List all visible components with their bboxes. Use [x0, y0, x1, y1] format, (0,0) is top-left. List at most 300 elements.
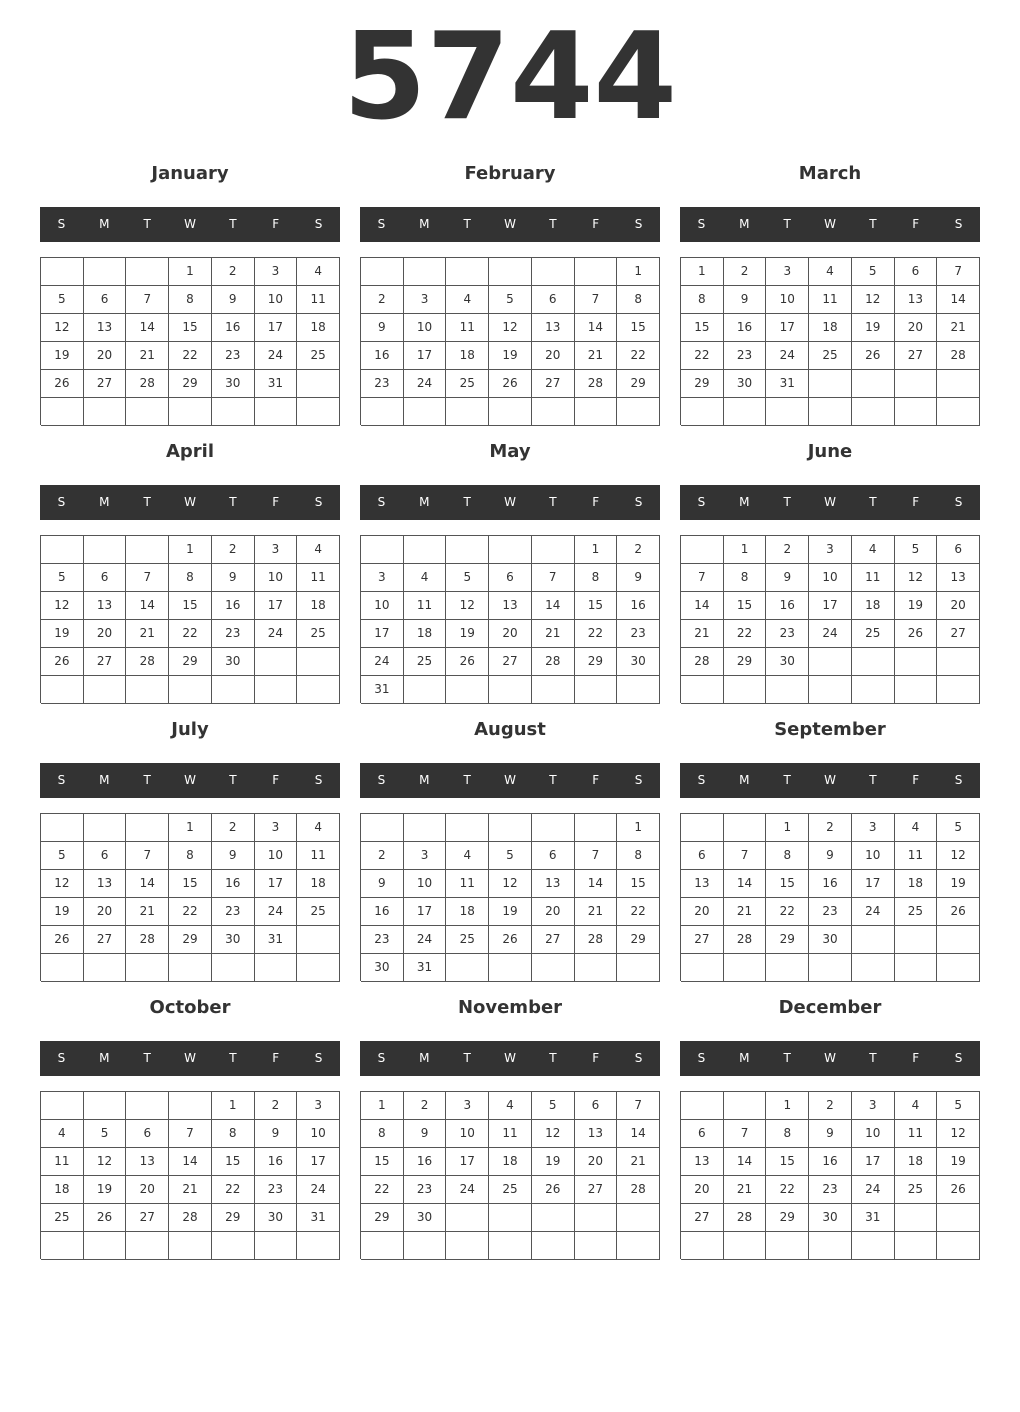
- day-cell: 17: [297, 1148, 340, 1176]
- day-cell: 4: [297, 258, 340, 286]
- weekday-label: T: [143, 1051, 151, 1065]
- weekday-label: S: [634, 495, 643, 509]
- weekday-header: [680, 763, 980, 798]
- day-cell: 9: [212, 564, 255, 592]
- day-cell: 30: [766, 648, 809, 676]
- day-cell: 11: [895, 1120, 938, 1148]
- weekday-label: T: [549, 773, 557, 787]
- weekday-label: S: [377, 1051, 386, 1065]
- month-name: April: [165, 441, 215, 462]
- day-cell: 23: [212, 620, 255, 648]
- weekday-label: W: [184, 217, 196, 231]
- day-cell: [532, 676, 575, 704]
- day-cell: [489, 536, 532, 564]
- day-cell: 23: [361, 926, 404, 954]
- day-cell: [169, 1092, 212, 1120]
- day-cell: 30: [404, 1204, 447, 1232]
- day-cell: [361, 258, 404, 286]
- day-cell: 8: [361, 1120, 404, 1148]
- month-name: June: [807, 441, 853, 462]
- day-cell: [84, 1092, 127, 1120]
- day-cell: [937, 926, 980, 954]
- day-cell: [126, 676, 169, 704]
- day-cell: 13: [681, 870, 724, 898]
- day-cell: [575, 398, 618, 426]
- day-cell: 3: [766, 258, 809, 286]
- day-cell: 28: [126, 370, 169, 398]
- day-cell: 4: [489, 1092, 532, 1120]
- weekday-label: M: [739, 495, 750, 509]
- day-cell: [852, 648, 895, 676]
- weekday-label: T: [869, 773, 877, 787]
- day-cell: 11: [297, 564, 340, 592]
- day-cell: 21: [575, 898, 618, 926]
- day-cell: 31: [766, 370, 809, 398]
- day-cell: [532, 536, 575, 564]
- weekday-header: [360, 1041, 660, 1076]
- day-cell: [84, 398, 127, 426]
- day-cell: 16: [766, 592, 809, 620]
- day-cell: 22: [766, 898, 809, 926]
- day-cell: 20: [126, 1176, 169, 1204]
- day-cell: [852, 370, 895, 398]
- day-cell: 3: [255, 814, 298, 842]
- day-cell: 2: [255, 1092, 298, 1120]
- day-cell: 18: [852, 592, 895, 620]
- day-cell: 6: [489, 564, 532, 592]
- day-cell: 1: [617, 814, 660, 842]
- day-cell: 23: [617, 620, 660, 648]
- day-cell: [212, 1232, 255, 1260]
- day-cell: 24: [404, 370, 447, 398]
- days-grid: [40, 813, 340, 981]
- day-cell: [361, 1232, 404, 1260]
- day-cell: 18: [809, 314, 852, 342]
- day-cell: 18: [297, 870, 340, 898]
- day-cell: [681, 398, 724, 426]
- day-cell: 20: [532, 342, 575, 370]
- day-cell: 22: [681, 342, 724, 370]
- day-cell: 4: [297, 814, 340, 842]
- day-cell: 23: [724, 342, 767, 370]
- day-cell: [895, 370, 938, 398]
- day-cell: 23: [766, 620, 809, 648]
- day-cell: 14: [724, 870, 767, 898]
- day-cell: 31: [361, 676, 404, 704]
- day-cell: 16: [404, 1148, 447, 1176]
- day-cell: 16: [809, 1148, 852, 1176]
- weekday-label: S: [314, 495, 323, 509]
- day-cell: [84, 814, 127, 842]
- day-cell: [41, 1232, 84, 1260]
- weekday-label: W: [184, 1051, 196, 1065]
- weekday-label: S: [634, 1051, 643, 1065]
- day-cell: 26: [937, 1176, 980, 1204]
- month-name: October: [149, 997, 231, 1018]
- day-cell: [681, 1232, 724, 1260]
- days-grid: [680, 257, 980, 425]
- day-cell: 17: [446, 1148, 489, 1176]
- day-cell: 28: [532, 648, 575, 676]
- day-cell: 27: [489, 648, 532, 676]
- day-cell: 9: [212, 286, 255, 314]
- day-cell: [212, 954, 255, 982]
- day-cell: 10: [255, 842, 298, 870]
- day-cell: 5: [446, 564, 489, 592]
- day-cell: 26: [41, 370, 84, 398]
- weekday-label: S: [314, 773, 323, 787]
- day-cell: [724, 954, 767, 982]
- day-cell: [575, 676, 618, 704]
- day-cell: 25: [297, 342, 340, 370]
- day-cell: [766, 954, 809, 982]
- day-cell: [617, 676, 660, 704]
- day-cell: 3: [446, 1092, 489, 1120]
- weekday-label: S: [634, 217, 643, 231]
- day-cell: [617, 954, 660, 982]
- day-cell: 19: [532, 1148, 575, 1176]
- weekday-label: M: [739, 217, 750, 231]
- day-cell: 4: [852, 536, 895, 564]
- day-cell: 8: [169, 842, 212, 870]
- day-cell: 6: [84, 842, 127, 870]
- day-cell: [169, 954, 212, 982]
- day-cell: 31: [255, 926, 298, 954]
- day-cell: 10: [297, 1120, 340, 1148]
- weekday-label: S: [954, 1051, 963, 1065]
- day-cell: 14: [126, 314, 169, 342]
- day-cell: 5: [532, 1092, 575, 1120]
- day-cell: 7: [169, 1120, 212, 1148]
- day-cell: 22: [617, 898, 660, 926]
- weekday-label: T: [229, 773, 237, 787]
- day-cell: 24: [809, 620, 852, 648]
- day-cell: [489, 258, 532, 286]
- weekday-label: F: [592, 773, 600, 787]
- day-cell: 22: [169, 620, 212, 648]
- day-cell: 30: [724, 370, 767, 398]
- day-cell: 4: [895, 1092, 938, 1120]
- day-cell: [895, 926, 938, 954]
- day-cell: 14: [532, 592, 575, 620]
- day-cell: 29: [766, 926, 809, 954]
- day-cell: 4: [404, 564, 447, 592]
- weekday-label: S: [377, 773, 386, 787]
- day-cell: 26: [895, 620, 938, 648]
- weekday-label: S: [57, 1051, 66, 1065]
- weekday-label: T: [549, 495, 557, 509]
- day-cell: 12: [895, 564, 938, 592]
- day-cell: [446, 814, 489, 842]
- day-cell: 27: [681, 1204, 724, 1232]
- day-cell: [126, 258, 169, 286]
- day-cell: 17: [766, 314, 809, 342]
- day-cell: 31: [297, 1204, 340, 1232]
- day-cell: 9: [212, 842, 255, 870]
- day-cell: 17: [361, 620, 404, 648]
- day-cell: 16: [724, 314, 767, 342]
- month-name: May: [489, 441, 531, 462]
- day-cell: [126, 1232, 169, 1260]
- day-cell: 24: [255, 620, 298, 648]
- day-cell: 10: [255, 286, 298, 314]
- day-cell: [489, 954, 532, 982]
- day-cell: 22: [169, 342, 212, 370]
- day-cell: [895, 954, 938, 982]
- weekday-label: T: [869, 1051, 877, 1065]
- day-cell: [809, 676, 852, 704]
- day-cell: [84, 258, 127, 286]
- day-cell: 14: [575, 870, 618, 898]
- day-cell: 4: [446, 286, 489, 314]
- day-cell: 5: [937, 1092, 980, 1120]
- day-cell: [361, 536, 404, 564]
- day-cell: [575, 954, 618, 982]
- day-cell: 19: [937, 870, 980, 898]
- day-cell: 17: [404, 898, 447, 926]
- day-cell: 17: [255, 870, 298, 898]
- day-cell: 29: [169, 370, 212, 398]
- day-cell: 14: [681, 592, 724, 620]
- day-cell: 27: [532, 370, 575, 398]
- weekday-label: S: [57, 495, 66, 509]
- day-cell: [255, 648, 298, 676]
- day-cell: 15: [575, 592, 618, 620]
- day-cell: [41, 258, 84, 286]
- day-cell: 15: [617, 314, 660, 342]
- day-cell: [84, 676, 127, 704]
- day-cell: [489, 676, 532, 704]
- day-cell: 28: [126, 648, 169, 676]
- day-cell: 28: [617, 1176, 660, 1204]
- day-cell: [681, 676, 724, 704]
- day-cell: 10: [809, 564, 852, 592]
- day-cell: 6: [937, 536, 980, 564]
- day-cell: 26: [852, 342, 895, 370]
- weekday-label: T: [143, 495, 151, 509]
- day-cell: 30: [255, 1204, 298, 1232]
- day-cell: 17: [404, 342, 447, 370]
- day-cell: 8: [724, 564, 767, 592]
- day-cell: 19: [895, 592, 938, 620]
- day-cell: [809, 954, 852, 982]
- weekday-label: F: [272, 773, 280, 787]
- day-cell: [297, 1232, 340, 1260]
- day-cell: 26: [489, 370, 532, 398]
- day-cell: [809, 370, 852, 398]
- day-cell: 12: [532, 1120, 575, 1148]
- day-cell: [255, 1232, 298, 1260]
- day-cell: 3: [361, 564, 404, 592]
- day-cell: 18: [297, 314, 340, 342]
- weekday-label: S: [57, 773, 66, 787]
- day-cell: 11: [297, 842, 340, 870]
- day-cell: 29: [361, 1204, 404, 1232]
- weekday-label: W: [824, 1051, 836, 1065]
- day-cell: [169, 398, 212, 426]
- day-cell: 15: [169, 870, 212, 898]
- weekday-label: F: [912, 495, 920, 509]
- weekday-label: T: [463, 1051, 471, 1065]
- day-cell: 8: [575, 564, 618, 592]
- weekday-label: S: [697, 1051, 706, 1065]
- day-cell: 28: [937, 342, 980, 370]
- day-cell: [126, 536, 169, 564]
- day-cell: 29: [724, 648, 767, 676]
- day-cell: 10: [255, 564, 298, 592]
- days-grid: [360, 535, 660, 703]
- day-cell: [446, 1204, 489, 1232]
- weekday-label: M: [99, 217, 110, 231]
- day-cell: 21: [724, 1176, 767, 1204]
- weekday-label: S: [377, 217, 386, 231]
- day-cell: 19: [41, 898, 84, 926]
- weekday-label: T: [549, 217, 557, 231]
- day-cell: [724, 398, 767, 426]
- day-cell: 25: [489, 1176, 532, 1204]
- day-cell: 30: [212, 648, 255, 676]
- day-cell: 28: [575, 926, 618, 954]
- day-cell: 1: [724, 536, 767, 564]
- day-cell: 25: [446, 926, 489, 954]
- day-cell: 12: [489, 314, 532, 342]
- day-cell: 23: [212, 342, 255, 370]
- weekday-label: T: [229, 217, 237, 231]
- day-cell: 29: [766, 1204, 809, 1232]
- day-cell: 22: [361, 1176, 404, 1204]
- day-cell: [41, 1092, 84, 1120]
- day-cell: [212, 676, 255, 704]
- day-cell: 1: [169, 814, 212, 842]
- day-cell: [212, 398, 255, 426]
- day-cell: 18: [446, 898, 489, 926]
- day-cell: [169, 676, 212, 704]
- day-cell: [575, 1204, 618, 1232]
- weekday-header: [680, 485, 980, 520]
- day-cell: [681, 814, 724, 842]
- day-cell: 11: [809, 286, 852, 314]
- day-cell: 18: [41, 1176, 84, 1204]
- day-cell: [126, 814, 169, 842]
- month-name: July: [171, 719, 209, 740]
- day-cell: 4: [895, 814, 938, 842]
- weekday-label: T: [783, 217, 791, 231]
- weekday-label: S: [314, 217, 323, 231]
- day-cell: 5: [84, 1120, 127, 1148]
- day-cell: 28: [724, 926, 767, 954]
- day-cell: 6: [126, 1120, 169, 1148]
- day-cell: 5: [895, 536, 938, 564]
- day-cell: 29: [617, 370, 660, 398]
- weekday-label: S: [697, 773, 706, 787]
- day-cell: 7: [617, 1092, 660, 1120]
- weekday-label: S: [314, 1051, 323, 1065]
- day-cell: 7: [532, 564, 575, 592]
- day-cell: 30: [617, 648, 660, 676]
- day-cell: 23: [255, 1176, 298, 1204]
- day-cell: 21: [126, 898, 169, 926]
- weekday-label: T: [869, 217, 877, 231]
- day-cell: 10: [766, 286, 809, 314]
- day-cell: [41, 676, 84, 704]
- day-cell: 16: [212, 870, 255, 898]
- day-cell: 24: [297, 1176, 340, 1204]
- day-cell: [617, 1232, 660, 1260]
- day-cell: [809, 398, 852, 426]
- day-cell: 6: [681, 842, 724, 870]
- day-cell: 21: [575, 342, 618, 370]
- day-cell: 12: [41, 870, 84, 898]
- day-cell: 18: [404, 620, 447, 648]
- day-cell: 31: [404, 954, 447, 982]
- weekday-label: S: [57, 217, 66, 231]
- day-cell: 3: [404, 842, 447, 870]
- day-cell: 16: [212, 592, 255, 620]
- day-cell: 29: [575, 648, 618, 676]
- day-cell: [446, 258, 489, 286]
- day-cell: [617, 1204, 660, 1232]
- day-cell: 27: [575, 1176, 618, 1204]
- day-cell: 1: [766, 814, 809, 842]
- day-cell: [255, 954, 298, 982]
- day-cell: 22: [617, 342, 660, 370]
- day-cell: [404, 536, 447, 564]
- day-cell: 2: [212, 258, 255, 286]
- weekday-header: [680, 1041, 980, 1076]
- days-grid: [680, 1091, 980, 1259]
- day-cell: 20: [84, 620, 127, 648]
- day-cell: [766, 676, 809, 704]
- day-cell: 2: [617, 536, 660, 564]
- days-grid: [680, 535, 980, 703]
- day-cell: 25: [895, 1176, 938, 1204]
- day-cell: 15: [361, 1148, 404, 1176]
- weekday-label: S: [377, 495, 386, 509]
- day-cell: 7: [126, 286, 169, 314]
- day-cell: [852, 398, 895, 426]
- day-cell: 30: [212, 926, 255, 954]
- day-cell: 7: [575, 286, 618, 314]
- day-cell: [84, 954, 127, 982]
- day-cell: 9: [617, 564, 660, 592]
- weekday-label: W: [824, 495, 836, 509]
- day-cell: 27: [532, 926, 575, 954]
- day-cell: 28: [724, 1204, 767, 1232]
- day-cell: [575, 1232, 618, 1260]
- weekday-header: [40, 485, 340, 520]
- day-cell: 10: [404, 870, 447, 898]
- day-cell: 26: [446, 648, 489, 676]
- weekday-label: S: [634, 773, 643, 787]
- day-cell: 11: [489, 1120, 532, 1148]
- day-cell: 2: [361, 286, 404, 314]
- month-name: February: [464, 163, 556, 184]
- day-cell: 1: [212, 1092, 255, 1120]
- day-cell: 21: [126, 620, 169, 648]
- day-cell: 14: [126, 592, 169, 620]
- day-cell: 12: [937, 1120, 980, 1148]
- day-cell: 13: [937, 564, 980, 592]
- day-cell: 1: [575, 536, 618, 564]
- day-cell: 14: [724, 1148, 767, 1176]
- day-cell: 15: [212, 1148, 255, 1176]
- day-cell: [84, 1232, 127, 1260]
- day-cell: 28: [681, 648, 724, 676]
- day-cell: 31: [852, 1204, 895, 1232]
- day-cell: [937, 648, 980, 676]
- day-cell: [937, 370, 980, 398]
- day-cell: 14: [126, 870, 169, 898]
